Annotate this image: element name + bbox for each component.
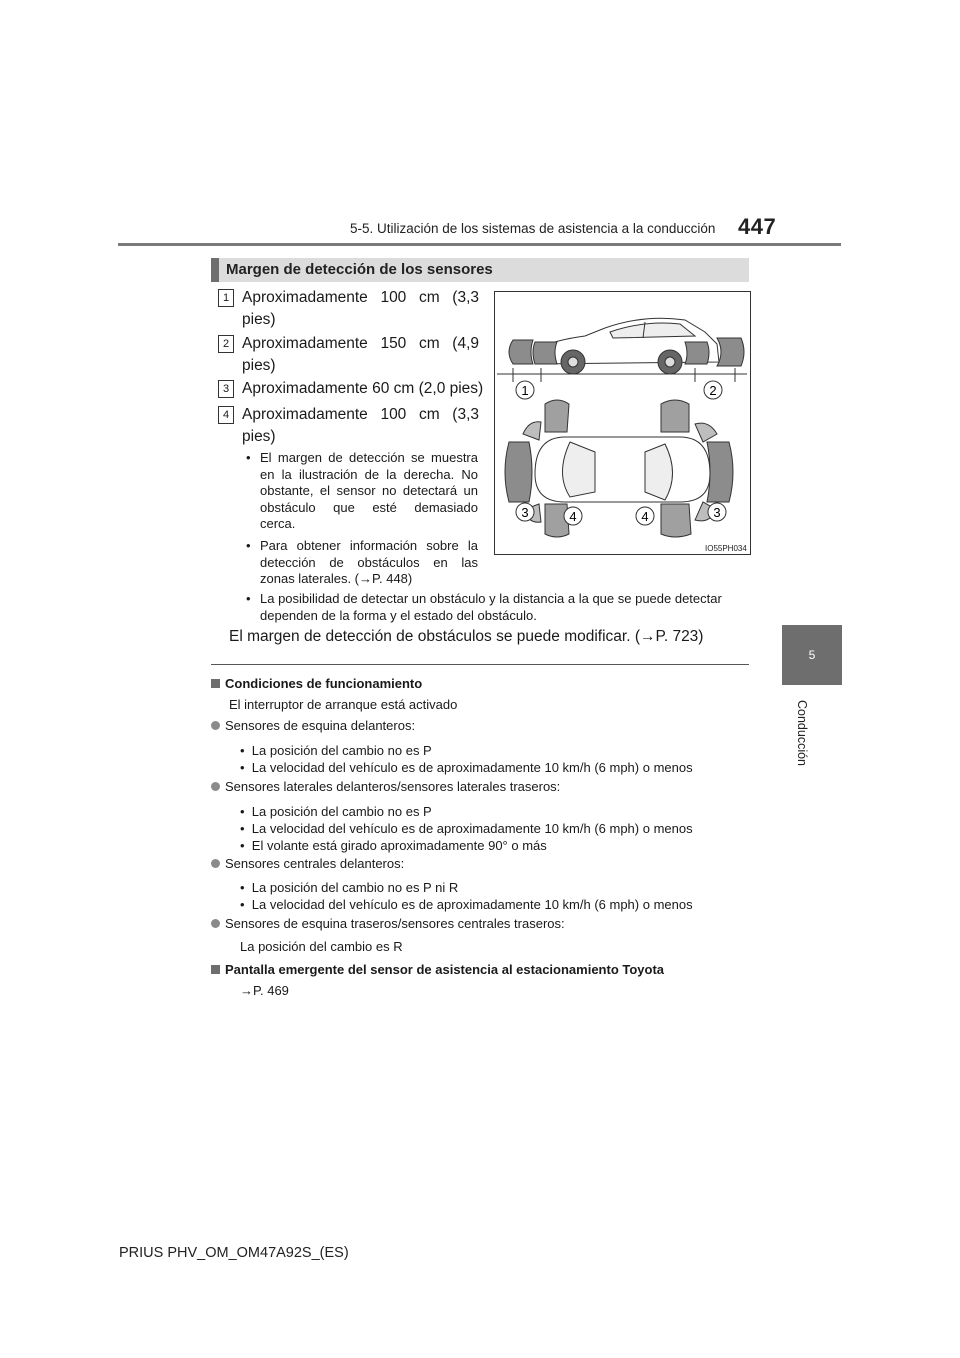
item-line: pies): [242, 311, 276, 328]
item-line: Aproximadamente 100 cm (3,3: [242, 289, 479, 306]
condition-item: • La posición del cambio no es P ni R: [240, 880, 459, 895]
condition-item: • La velocidad del vehículo es de aproximadamente 10 km/h (6 mph) o menos: [240, 760, 693, 775]
condition-item: • La velocidad del vehículo es de aproximadamente 10 km/h (6 mph) o menos: [240, 821, 693, 836]
note-detection-range: • El margen de detección se muestra en la ilustración de la derecha. No obstante, el sensor no detectará un obstáculo que esté demasiado cerca.: [246, 450, 478, 531]
circle-bullet-icon: [211, 859, 220, 868]
sensor-range-figure: [494, 291, 751, 555]
item-1-text: [242, 287, 479, 331]
item-number-badge: 3: [218, 380, 234, 398]
condition-item: • La posición del cambio no es P: [240, 743, 432, 758]
figure-label: 1: [521, 383, 529, 398]
item-line: pies): [242, 428, 276, 445]
popup-heading: Pantalla emergente del sensor de asistencia al estacionamiento Toyota: [211, 962, 664, 977]
car-top-view: [535, 437, 710, 502]
figure-label: 3: [521, 505, 529, 520]
figure-label: 4: [569, 509, 577, 524]
item-number-badge: 1: [218, 289, 234, 307]
note-line: obstáculo que esté demasiado: [260, 499, 478, 515]
note-line: obstante, el sensor no detectará un: [260, 483, 478, 498]
front-corner-title: Sensores de esquina delanteros:: [211, 718, 415, 733]
page-number: 447: [738, 214, 777, 239]
item-line: Aproximadamente 100 cm (3,3: [242, 406, 479, 423]
note-line: zonas laterales. (→P. 448): [260, 571, 413, 586]
item-3-text: [242, 378, 482, 400]
condition-item: • La velocidad del vehículo es de aproximadamente 10 km/h (6 mph) o menos: [240, 897, 693, 912]
item-number-badge: 2: [218, 335, 234, 353]
note-line: en la ilustración de la derecha. No: [260, 466, 478, 482]
item-line: Aproximadamente 150 cm (4,9: [242, 335, 479, 352]
figure-label: 2: [709, 383, 717, 398]
note-line: Para obtener información sobre la: [260, 538, 478, 553]
section-heading: [211, 258, 749, 282]
note-line: detección de obstáculos en las: [260, 554, 478, 570]
section-title: Margen de detección de los sensores: [226, 261, 493, 278]
chapter-label-wrap: [792, 690, 808, 780]
condition-item: • La posición del cambio no es P: [240, 804, 432, 819]
chapter-label: Conducción: [795, 699, 809, 766]
note-side-zones: • Para obtener información sobre la detección de obstáculos en las zonas laterales. (→P. 448): [246, 538, 478, 586]
note-detection-factors: • La posibilidad de detectar un obstáculo y la distancia a la que se puede detectar dependen de la forma y el estado del obstáculo.: [246, 591, 746, 627]
note-line: El margen de detección se muestra: [260, 450, 478, 465]
note-line: dependen de la forma y el estado del obstáculo.: [260, 607, 537, 623]
popup-page-link[interactable]: →P. 469: [240, 983, 289, 998]
sensor-range-illustration: [495, 292, 750, 554]
circle-bullet-icon: [211, 721, 220, 730]
chapter-tab: [782, 625, 842, 685]
header-divider: [118, 243, 841, 246]
conditions-heading: Condiciones de funcionamiento: [211, 676, 422, 691]
front-center-title: Sensores centrales delanteros:: [211, 856, 404, 871]
document-footer: PRIUS PHV_OM_OM47A92S_(ES): [119, 1245, 349, 1261]
square-bullet-icon: [211, 965, 220, 974]
square-bullet-icon: [211, 679, 220, 688]
figure-label: 3: [713, 505, 721, 520]
figure-code: IO55PH034: [705, 544, 747, 553]
figure-label: 4: [641, 509, 649, 524]
item-2-text: [242, 333, 479, 377]
range-adjust-note: El margen de detección de obstáculos se puede modificar. (→P. 723): [229, 628, 704, 645]
conditions-intro: El interruptor de arranque está activado: [229, 697, 458, 712]
note-line: cerca.: [260, 516, 296, 531]
section-divider: [211, 664, 749, 665]
circle-bullet-icon: [211, 919, 220, 928]
circle-bullet-icon: [211, 782, 220, 791]
rear-sensors-title: Sensores de esquina traseros/sensores centrales traseros:: [211, 916, 565, 931]
note-line: La posibilidad de detectar un obstáculo y la distancia a la que se puede detectar: [260, 591, 722, 606]
condition-item: • El volante está girado aproximadamente 90° o más: [240, 838, 547, 853]
side-sensors-title: Sensores laterales delanteros/sensores laterales traseros:: [211, 779, 560, 794]
item-line: pies): [242, 357, 276, 374]
section-accent: [211, 258, 219, 282]
item-number-badge: 4: [218, 406, 234, 424]
header-section-title: 5-5. Utilización de los sistemas de asistencia a la conducción: [350, 221, 716, 236]
rear-condition: La posición del cambio es R: [240, 939, 403, 954]
item-4-text: [242, 404, 479, 448]
chapter-number: 5: [808, 648, 816, 662]
item-line: Aproximadamente 60 cm (2,0 pies): [242, 380, 484, 397]
